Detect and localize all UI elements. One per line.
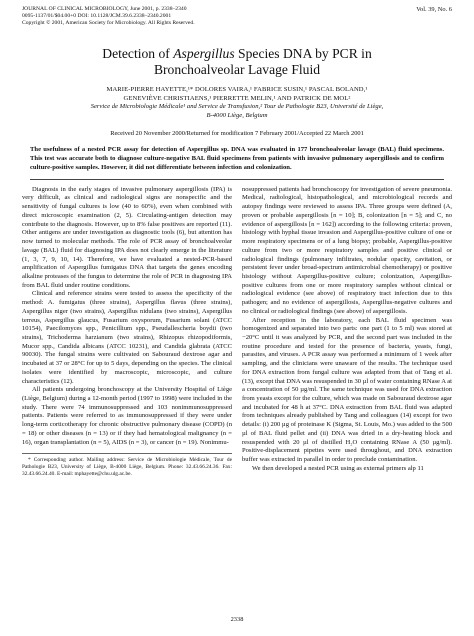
paragraph: Clinical and reference strains were tested to assess the specificity of the method: A. fumigatus (three strains), Aspergillus flavus (three strains), Aspergillus niger (two strains), Aspergillus nidulans (two strains), Aspergillus terreus, Aspergillus glaucus, Fusarium oxysporum, Fusarium solani (ATCC 10154), Paecilomyces spp., Penicillium spp., Pseudallescheria boydii (two strains), Trichoderma harzianum (two strains), Rhizopus rhizopodiformis, Mucor spp., Candida albicans (ATCC 10231), and Candida glabrata (ATCC 90030). The fungal strains were cultivated on Sabouraud dextrose agar and incubated at 37 or 28°C for up to 5 days, depending on the species. The clinical isolates were identified by macroscopic, microscopic, and culture characteristics (12). — [22, 290, 232, 385]
journal-volume: Vol. 39, No. 6 — [416, 6, 452, 13]
title-part-1: Detection of — [102, 46, 174, 61]
article-title — [22, 46, 452, 78]
page-number: 2338 — [230, 616, 244, 623]
right-column — [242, 186, 452, 479]
author-affiliation — [22, 103, 452, 120]
journal-header — [22, 6, 452, 36]
article-page — [22, 6, 452, 478]
abstract: The usefulness of a nested PCR assay for detection of Aspergillus sp. DNA was evaluated in 177 bronchoalveolar lavage (BAL) fluid specimens. This test was accurate both to diagnose culture-negative BAL fluid specimens from patients with invasive pulmonary aspergillosis and to confirm culture-positive samples. However, it did not differentiate between infection and colonization. — [30, 146, 444, 179]
affiliation-line-2: B-4000 Liège, Belgium — [206, 111, 268, 119]
journal-citation: JOURNAL OF CLINICAL MICROBIOLOGY, June 2001, p. 2338–2340 — [22, 6, 187, 12]
body-columns — [22, 186, 452, 479]
title-line-2: Bronchoalveolar Lavage Fluid — [153, 62, 321, 77]
title-part-2: Species DNA by PCR in — [234, 46, 372, 61]
paragraph: Diagnosis in the early stages of invasive pulmonary aspergillosis (IPA) is very difficult, as clinical and radiological signs are nonspecific and the sensitivity of fungal cultures is low (40 to 60%), even when combined with direct microscopic examination (2, 5). Circulating-antigen detection may contribute to the diagnosis. However, up to 8% false positives are reported (11). Other antigens are under investigation as diagnostic tools (6), but attention has now turned to molecular methods. The role of PCR assay of bronchoalveolar lavage (BAL) fluid for diagnosing IPA does not clearly emerge in the literature (1, 3, 7, 9, 10, 14). Therefore, we have evaluated a nested-PCR-based amplification of Aspergillus fumigatus DNA that targets the genes encoding alkaline proteases of the fungus to determine the role of PCR in diagnosing IPA from BAL fluid under routine conditions. — [22, 185, 232, 289]
title-genus: Aspergillus — [173, 46, 235, 61]
paragraph: After reception in the laboratory, each BAL fluid specimen was homogenized and separated into two parts: one part (1 to 5 ml) was stored at −20°C until it was analyzed by PCR, and the second part was included in the routine procedure and tested for the presence of bacteria, yeasts, fungi, parasites, and viruses. A PCR assay was performed a minimum of 1 week after sampling, and the clinicians were unaware of the results. The technique used for DNA extraction from fungal culture was adapted from that of Tang et al. (13), except that DNA was resuspended in 30 µl of water containing RNase A at a concentration of 50 µg/ml. The same technique was used for DNA extraction from yeasts except for the culture, which was made on Sabouraud dextrose agar and incubated for 48 h at 37°C. DNA extraction from BAL fluid was adapted from techniques already published by Tang and colleagues (14) except for two details: (i) 200 µg of proteinase K (Sigma, St. Louis, Mo.) was added to the 500 µl of BAL fluid pellet and (ii) DNA was dried in a dry-heating block and resuspended with 20 µl of distilled H₂O containing RNase A (50 µg/ml). Positive-displacement pipettes were used throughout, and DNA extraction buffer was extracted in parallel in order to preclude contamination. — [242, 316, 452, 464]
affiliation-line-1: Service de Microbiologie Médicale¹ and Service de Transfusion,² Tour de Pathologie B23, Université de Liège, — [90, 103, 384, 111]
paragraph: We then developed a nested PCR using as external primers alp 11 — [252, 464, 424, 472]
journal-copyright: Copyright © 2001, American Society for Microbiology. All Rights Reserved. — [22, 20, 195, 27]
journal-doi: 0095-1137/01/$04.00+0 DOI: 10.1128/JCM.39.6.2338–2340.2001 — [22, 13, 172, 20]
received-dates: Received 20 November 2000/Returned for modification 7 February 2001/Accepted 22 March 2001 — [110, 130, 364, 138]
paragraph: nosuppressed patients had bronchoscopy for investigation of severe pneumonia. Medical, radiological, histopathological, and microbiological records and autopsy findings were reviewed to assess IPA. Three groups were defined (A, proven or probable aspergillosis [n = 10]; B, colonization [n = 5]; and C, no evidence of aspergillosis [n = 162]) according to the following criteria: proven, histology with hyphal tissue invasion and Aspergillus-positive culture of one or more respiratory specimens or of a lung biopsy; probable, Aspergillus-positive culture from two or more respiratory samples and positive clinical or radiological findings (pulmonary infiltrates, nodular opacity, cavitation, or persistent fever under broad-spectrum antimicrobial chemotherapy) or positive histology without Aspergillus-positive culture; colonization, Aspergillus-positive cultures from one or more respiratory samples without clinical or radiological evidence (see above) of respiratory tract infection due to this pathogen; and no evidence of aspergillosis, Aspergillus-negative cultures and no clinical or radiological findings (see above) of aspergillosis. — [242, 185, 452, 315]
left-column — [22, 186, 232, 479]
authors-line-1: MARIE-PIERRE HAYETTE,¹* DOLORES VAIRA,¹ FABRICE SUSIN,¹ PASCAL BOLAND,¹ — [106, 86, 368, 93]
authors-line-2: GENEVIÈVE CHRISTIAENS,¹ PIERRETTE MELIN,¹ AND PATRICK DE MOL² — [123, 94, 351, 102]
corresponding-author-footnote: * Corresponding author. Mailing address: Service de Microbiologie Médicale, Tour de Pathologie B23, University of Liège, B-4000 Liège, Belgium. Phone: 32.43.66.24.36. Fax: 32.43.66.24.40. E-mail: mphayette@chu.ulg.ac.be. — [22, 453, 232, 478]
author-list — [22, 86, 452, 103]
paragraph: All patients undergoing bronchoscopy at the University Hospital of Liège (Liège, Belgium) during a 12-month period (1997 to 1998) were included in the study. There were 74 immunosuppressed and 103 nonimmunosuppressed patients. Patients were referred to as immunosuppressed if they were under long-term corticotherapy for chronic obstructive pulmonary disease (COPD) (n = 18) or other diseases (n = 13) or if they had hematological malignancy (n = 16), organ transplantation (n = 5), AIDS (n = 3), or cancer (n = 19). Nonimmu- — [22, 386, 232, 446]
